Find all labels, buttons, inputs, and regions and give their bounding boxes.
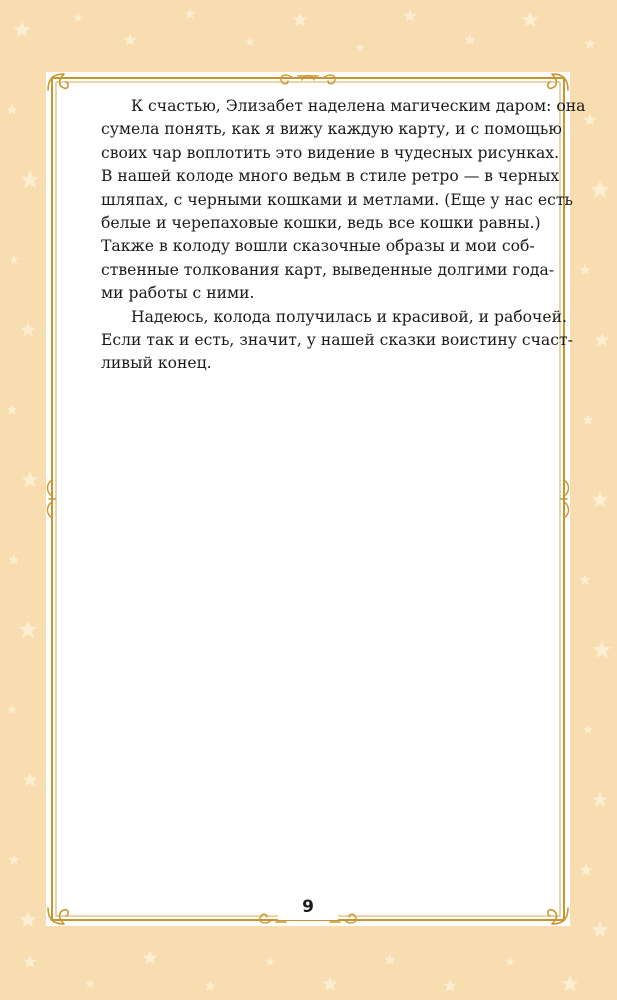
text-line: ственные толкования карт, выведенные долгими года- bbox=[101, 260, 555, 279]
text-line: Надеюсь, колода получилась и красивой, и рабочей. bbox=[131, 307, 567, 326]
text-line: К счастью, Элизабет наделена магическим даром: она bbox=[131, 97, 586, 115]
text-line: Также в колоду вошли сказочные образы и мои соб- bbox=[101, 237, 535, 256]
page-frame bbox=[46, 72, 586, 926]
text-line: Если так и есть, значит, у нашей сказки воистину счаст- bbox=[101, 331, 573, 350]
text-line: ми работы с ними. bbox=[101, 284, 255, 303]
text-line: сумела понять, как я вижу каждую карту, и с помощью bbox=[101, 120, 562, 139]
text-line: В нашей колоде много ведьм в стиле ретро — в черных bbox=[101, 167, 560, 186]
text-line: шляпах, с черными кошками и метлами. (Еще у нас есть bbox=[101, 190, 574, 209]
text-line: белые и черепаховые кошки, ведь все кошки равны.) bbox=[101, 214, 541, 233]
paragraph-1 bbox=[101, 95, 586, 306]
paragraph-2 bbox=[101, 306, 573, 376]
text-line: своих чар воплотить это видение в чудесных рисунках. bbox=[101, 143, 560, 162]
text-line: ливый конец. bbox=[101, 354, 212, 373]
page-number: 9 bbox=[302, 897, 314, 917]
body-text bbox=[101, 95, 586, 376]
